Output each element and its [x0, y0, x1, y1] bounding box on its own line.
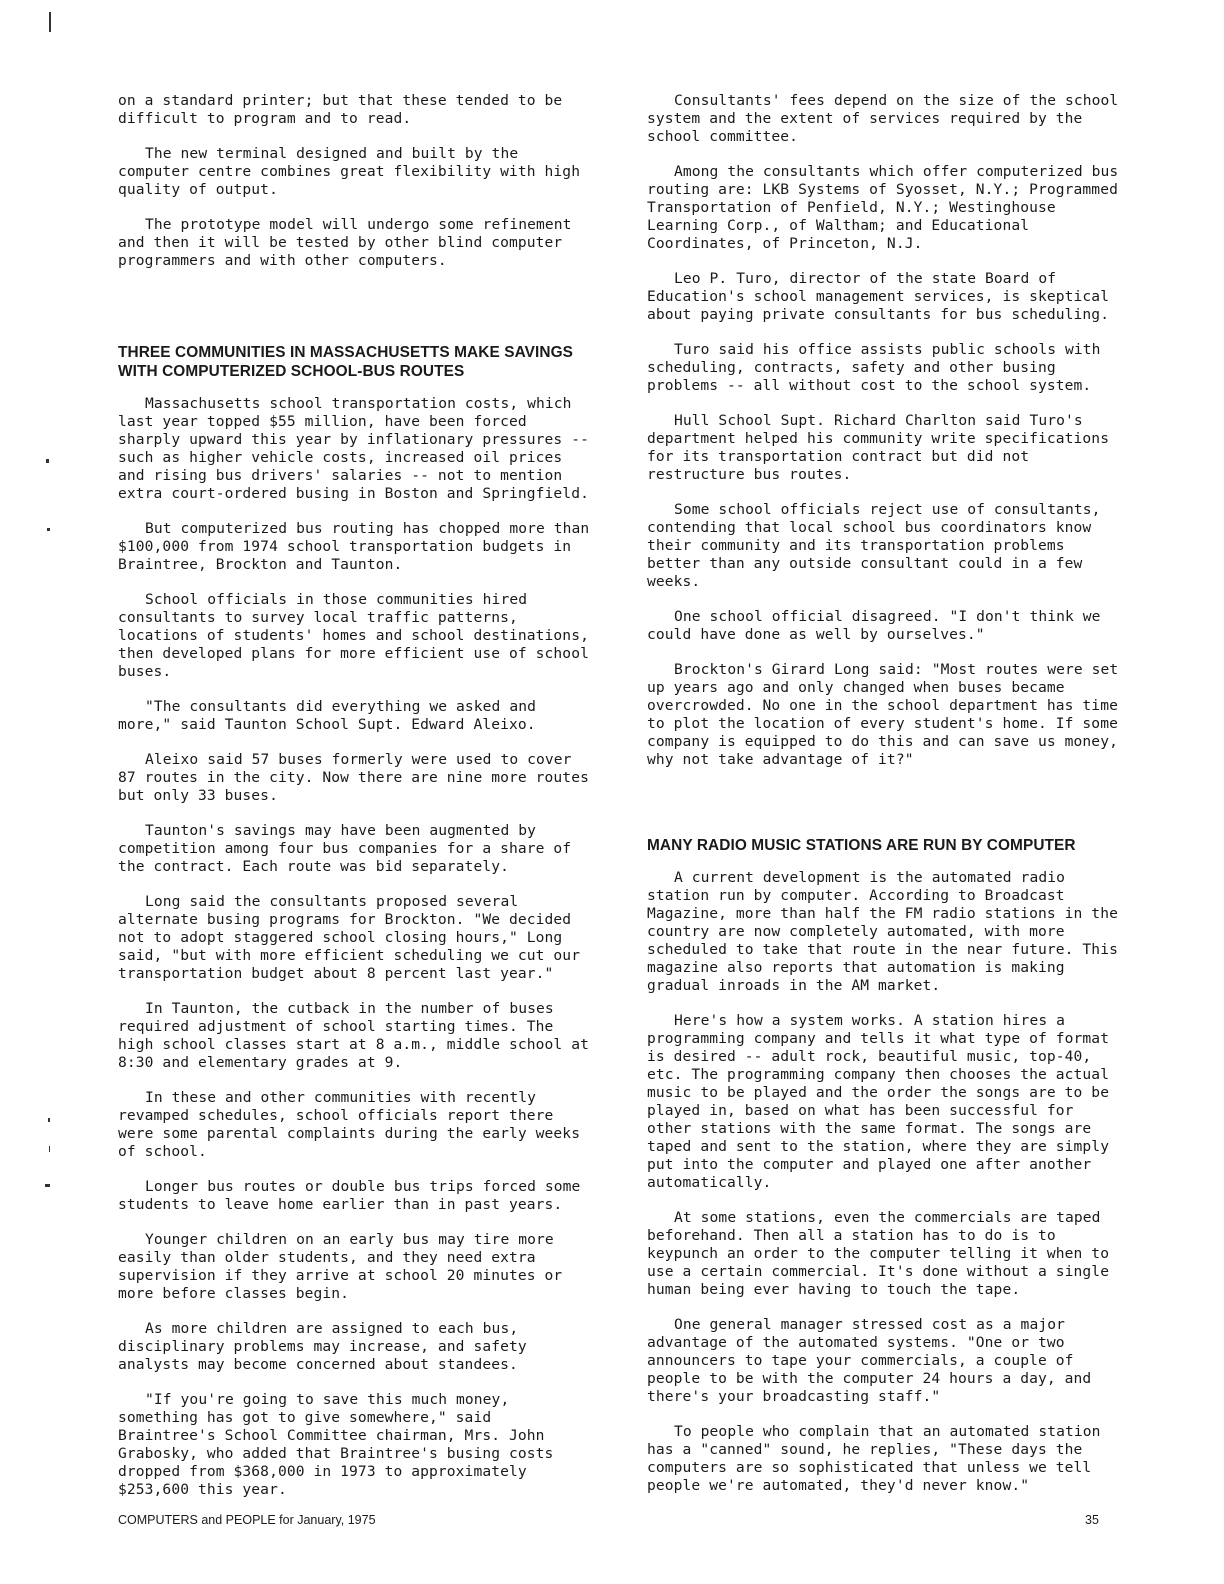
scan-mark	[45, 1184, 50, 1187]
paragraph: In Taunton, the cutback in the number of buses required adjustment of school starting times. The high school classes start at 8 a.m., middle school at 8:30 and elementary grades at 9.	[118, 1000, 589, 1071]
paragraph: Aleixo said 57 buses formerly were used to cover 87 routes in the city. Now there are nine more routes but only 33 buses.	[118, 751, 589, 804]
article-headline: THREE COMMUNITIES IN MASSACHUSETTS MAKE SAVINGS WITH COMPUTERIZED SCHOOL-BUS ROUTES	[118, 344, 574, 380]
scan-mark	[47, 528, 50, 531]
article-headline: MANY RADIO MUSIC STATIONS ARE RUN BY COMPUTER	[647, 837, 1076, 854]
paragraph: Among the consultants which offer computerized bus routing are: LKB Systems of Syosset, N.Y.; Programmed Transportation of Penfield, N.Y.; Westinghouse Learning Corp., of Waltham; and Educational Coordinates, of Princeton, N.J.	[647, 163, 1119, 252]
paragraph: A current development is the automated radio station run by computer. According to Broadcast Magazine, more than half the FM radio stations in the country are now completely automated, with more scheduled to take that route in the near future. This magazine also reports that automation is making gradual inroads in the AM market.	[647, 869, 1118, 994]
paragraph: Consultants' fees depend on the size of the school system and the extent of services required by the school committee.	[647, 92, 1119, 145]
paragraph: One school official disagreed. "I don't think we could have done as well by ourselves."	[647, 608, 1101, 643]
paragraph: Some school officials reject use of consultants, contending that local school bus coordinators know their community and its transportation problems better than any outside consultant could in a few weeks.	[647, 501, 1101, 590]
paragraph: To people who complain that an automated station has a "canned" sound, he replies, "These days the computers are so sophisticated that unless we tell people we're automated, they'd never know."	[647, 1423, 1101, 1494]
paragraph: "The consultants did everything we asked and more," said Taunton School Supt. Edward Aleixo.	[118, 698, 536, 733]
paragraph: Leo P. Turo, director of the state Board of Education's school management services, is skeptical about paying private consultants for bus scheduling.	[647, 270, 1110, 323]
right-column	[647, 92, 1125, 1512]
scan-mark	[48, 1118, 50, 1122]
paragraph: on a standard printer; but that these tended to be difficult to program and to read.	[118, 92, 563, 127]
paragraph: Longer bus routes or double bus trips forced some students to leave home earlier than in past years.	[118, 1178, 581, 1213]
section-gap	[118, 287, 596, 343]
paragraph: School officials in those communities hired consultants to survey local traffic patterns, locations of students' homes and school destinations, then developed plans for more efficient use of school buses.	[118, 591, 589, 680]
paragraph: In these and other communities with recently revamped schedules, school officials report there were some parental complaints during the early weeks of school.	[118, 1089, 581, 1160]
paragraph: The new terminal designed and built by the computer centre combines great flexibility with high quality of output.	[118, 145, 581, 198]
paragraph: Hull School Supt. Richard Charlton said Turo's department helped his community write specifications for its transportation contract but did not restructure bus routes.	[647, 412, 1110, 483]
paragraph: At some stations, even the commercials are taped beforehand. Then all a station has to do is to keypunch an order to the computer telling it when to use a certain commercial. It's done without a single human being ever having to touch the tape.	[647, 1209, 1110, 1298]
paragraph: "If you're going to save this much money, something has got to give somewhere," said Braintree's School Committee chairman, Mrs. John Grabosky, who added that Braintree's busing costs dropped from $368,000 in 1973 to approximately $253,600 this year.	[118, 1391, 554, 1498]
paragraph: Turo said his office assists public schools with scheduling, contracts, safety and other busing problems -- all without cost to the school system.	[647, 341, 1101, 394]
paragraph: Massachusetts school transportation costs, which last year topped $55 million, have been forced sharply upward this year by inflationary pressures -- such as higher vehicle costs, increased oil prices and rising bus drivers' salaries -- not to mention extra court-ordered busing in Boston and Springfield.	[118, 395, 589, 502]
paragraph: But computerized bus routing has chopped more than $100,000 from 1974 school transportation budgets in Braintree, Brockton and Taunton.	[118, 520, 590, 573]
left-column	[118, 92, 596, 1516]
paragraph: The prototype model will undergo some refinement and then it will be tested by other blind computer programmers and with other computers.	[118, 216, 572, 269]
paragraph: Taunton's savings may have been augmented by competition among four bus companies for a share of the contract. Each route was bid separately.	[118, 822, 572, 875]
scan-mark	[49, 1146, 50, 1152]
paragraph: Younger children on an early bus may tire more easily than older students, and they need extra supervision if they arrive at school 20 minutes or more before classes begin.	[118, 1231, 563, 1302]
paragraph: As more children are assigned to each bus, disciplinary problems may increase, and safety analysts may become concerned about standees.	[118, 1320, 527, 1373]
paragraph: Here's how a system works. A station hires a programming company and tells it what type of format is desired -- adult rock, beautiful music, top-40, etc. The programming company then chooses the actual music to be played and the order the songs are to be played in, based on what has been successful for other stations with the same format. The songs are taped and sent to the station, where they are simply put into the computer and played one after another automatically.	[647, 1012, 1110, 1191]
section-gap	[647, 786, 1125, 836]
page-number: 35	[1085, 1513, 1099, 1527]
scan-mark	[46, 459, 49, 463]
paragraph: Brockton's Girard Long said: "Most routes were set up years ago and only changed when buses became overcrowded. No one in the school department has time to plot the location of every student's home. If some company is equipped to do this and can save us money, why not take advantage of it?"	[647, 661, 1119, 768]
scan-mark	[49, 12, 51, 32]
publication-footer: COMPUTERS and PEOPLE for January, 1975	[118, 1513, 376, 1527]
paragraph: One general manager stressed cost as a major advantage of the automated systems. "One or two announcers to tape your commercials, a couple of people to be with the computer 24 hours a day, and there's your broadcasting staff."	[647, 1316, 1092, 1405]
paragraph: Long said the consultants proposed several alternate busing programs for Brockton. "We decided not to adopt staggered school closing hours," Long said, "but with more efficient scheduling we cut our transportation budget about 8 percent last year."	[118, 893, 581, 982]
